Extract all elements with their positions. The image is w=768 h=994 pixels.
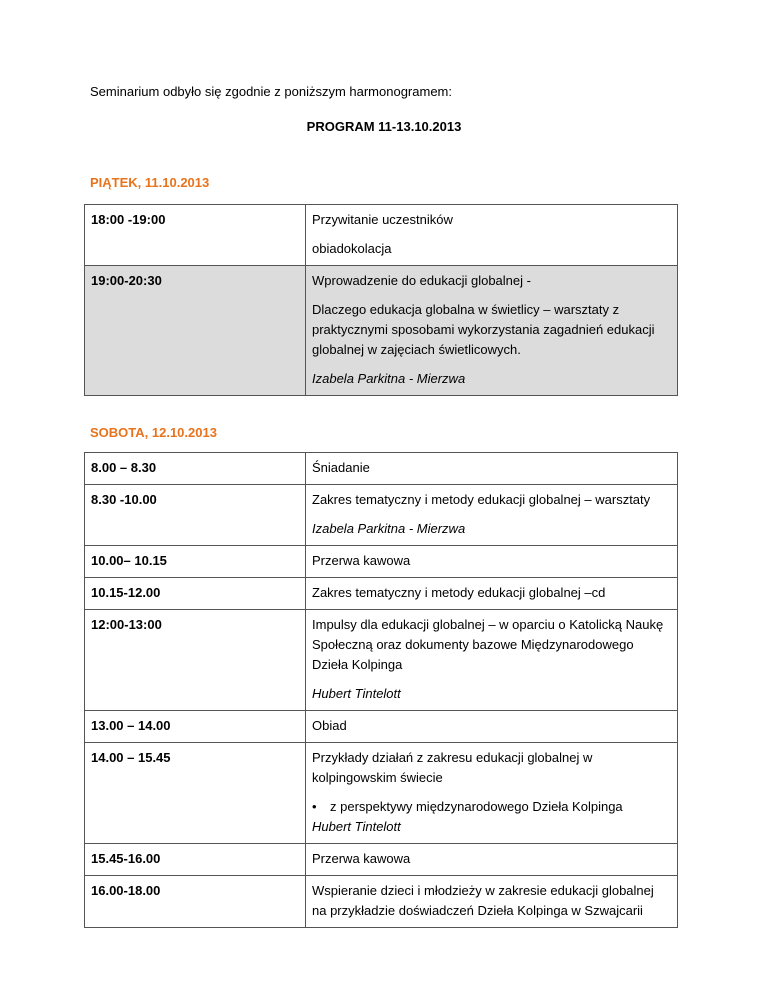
time-cell: 14.00 – 15.45 <box>85 743 306 844</box>
bullet-icon: • <box>312 799 317 814</box>
table-row <box>85 546 678 578</box>
time-cell: 10.00– 10.15 <box>85 546 306 578</box>
table-row <box>85 453 678 485</box>
activity-text: Impulsy dla edukacji globalnej – w oparciu o Katolicką Naukę Społeczną oraz dokumenty bazowe Międzynarodowego Dzieła Kolpinga <box>312 617 664 672</box>
activity-cell <box>306 743 678 844</box>
activity-text: Dlaczego edukacja globalna w świetlicy – warsztaty z praktycznymi sposobami wykorzystania zagadnień edukacji globalnej w zajęciach świetlicowych. <box>312 302 655 357</box>
saturday-schedule-table <box>84 452 678 928</box>
time-cell: 19:00-20:30 <box>85 266 306 396</box>
time-cell: 15.45-16.00 <box>85 844 306 876</box>
bullet-text: z perspektywy międzynarodowego Dzieła Kolpinga <box>330 799 623 814</box>
time-cell: 13.00 – 14.00 <box>85 711 306 743</box>
activity-cell <box>306 610 678 711</box>
activity-text: Przykłady działań z zakresu edukacji globalnej w kolpingowskim świecie <box>312 750 593 785</box>
activity-cell: Zakres tematyczny i metody edukacji globalnej –cd <box>306 578 678 610</box>
friday-heading: PIĄTEK, 11.10.2013 <box>90 175 210 190</box>
activity-cell <box>306 266 678 396</box>
activity-cell: Przerwa kawowa <box>306 844 678 876</box>
table-row <box>85 844 678 876</box>
time-cell: 8.00 – 8.30 <box>85 453 306 485</box>
table-row <box>85 578 678 610</box>
activity-text: Przywitanie uczestników <box>312 212 453 227</box>
saturday-heading: SOBOTA, 12.10.2013 <box>90 425 217 440</box>
program-title: PROGRAM 11-13.10.2013 <box>306 119 462 134</box>
time-cell: 18:00 -19:00 <box>85 205 306 266</box>
bullet-item <box>312 797 671 817</box>
table-row <box>85 743 678 844</box>
activity-cell: Przerwa kawowa <box>306 546 678 578</box>
time-cell: 8.30 -10.00 <box>85 485 306 546</box>
activity-cell <box>306 205 678 266</box>
time-cell: 10.15-12.00 <box>85 578 306 610</box>
speaker-name: Izabela Parkitna - Mierzwa <box>312 521 466 536</box>
activity-text: Wprowadzenie do edukacji globalnej - <box>312 273 531 288</box>
intro-text: Seminarium odbyło się zgodnie z poniższym harmonogramem: <box>90 84 452 99</box>
time-cell: 16.00-18.00 <box>85 876 306 928</box>
activity-cell <box>306 485 678 546</box>
table-row <box>85 876 678 928</box>
activity-cell: Wspieranie dzieci i młodzieży w zakresie edukacji globalnej na przykładzie doświadczeń Dzieła Kolpinga w Szwajcarii <box>306 876 678 928</box>
speaker-name: Hubert Tintelott <box>312 686 401 701</box>
friday-schedule-table <box>84 204 678 396</box>
table-row <box>85 610 678 711</box>
table-row <box>85 266 678 396</box>
activity-cell: Śniadanie <box>306 453 678 485</box>
table-row <box>85 205 678 266</box>
table-row <box>85 485 678 546</box>
activity-text: obiadokolacja <box>312 241 392 256</box>
table-row <box>85 711 678 743</box>
speaker-name: Hubert Tintelott <box>312 819 401 834</box>
activity-text: Zakres tematyczny i metody edukacji globalnej – warsztaty <box>312 492 651 507</box>
time-cell: 12:00-13:00 <box>85 610 306 711</box>
speaker-name: Izabela Parkitna - Mierzwa <box>312 371 466 386</box>
activity-cell: Obiad <box>306 711 678 743</box>
